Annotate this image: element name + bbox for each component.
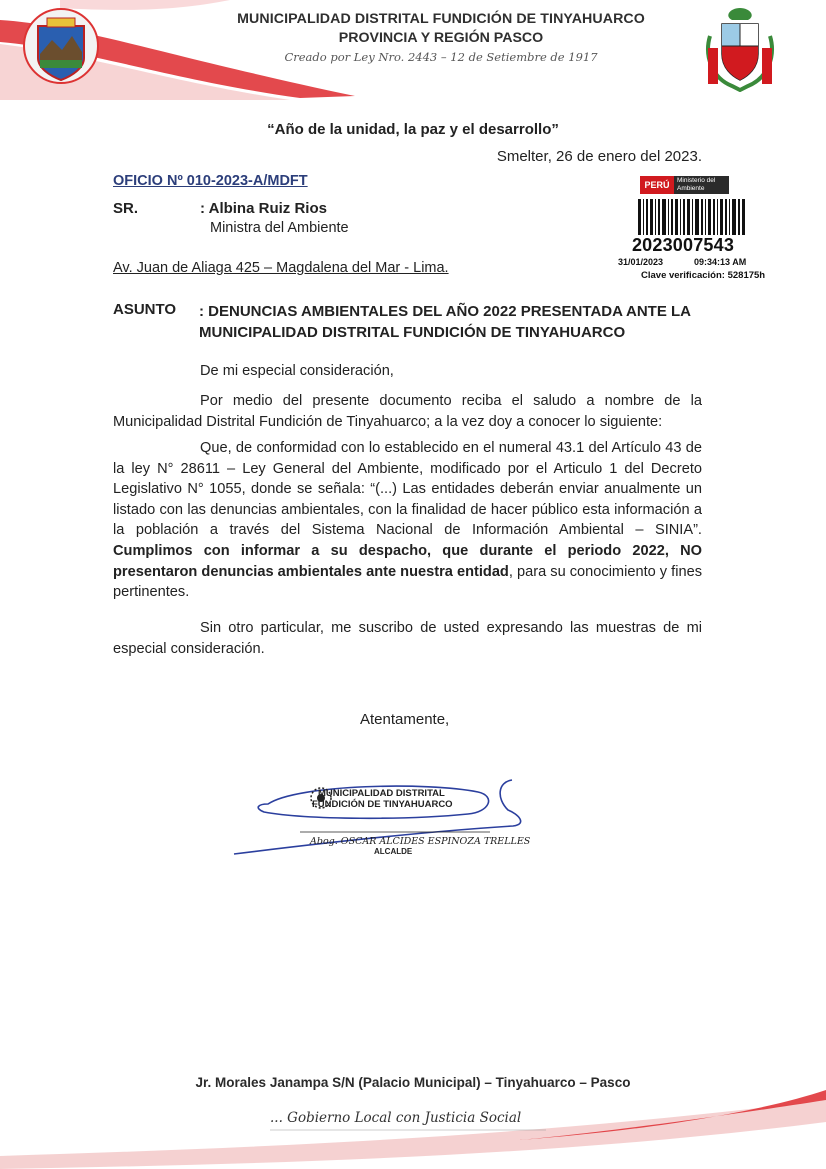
header-title: MUNICIPALIDAD DISTRITAL FUNDICIÓN DE TINYAHUARCO (237, 11, 645, 27)
stamp-time: 09:34:13 AM (694, 257, 747, 267)
recipient-name: : Albina Ruiz Rios (200, 200, 327, 217)
paragraph-3: Sin otro particular, me suscribo de usted expresando las muestras de mi especial consideración. (113, 620, 702, 657)
paragraph-1: Por medio del presente documento reciba el saludo a nombre de la Municipalidad Distrital Fundición de Tinyahuarco; a la vez doy a conocer lo siguiente: (113, 393, 702, 430)
header-creation-law: Creado por Ley Nro. 2443 – 12 de Setiembre de 1917 (284, 50, 598, 64)
seal-org-line-2: FUNDICIÓN DE TINYAHUARCO (312, 799, 453, 810)
recipient-label: SR. (113, 200, 139, 217)
paragraph-2-bold: Cumplimos con informar a su despacho, que durante el periodo 2022, NO presentaron denuncias ambientales ante nuestra entidad (113, 542, 702, 580)
municipal-logo (22, 6, 100, 86)
stamp-date: 31/01/2023 (618, 257, 664, 267)
document-number: OFICIO Nº 010-2023-A/MDFT (113, 173, 308, 189)
seal-org-line-1: MUNICIPALIDAD DISTRITAL (318, 788, 445, 799)
subject-label: ASUNTO (113, 301, 177, 318)
signer-role: ALCALDE (374, 847, 413, 856)
paragraph-2-end: , para su conocimiento y fines pertinentes. (113, 563, 703, 601)
stamp-ministry: Ministerio del Ambiente (674, 176, 729, 194)
year-motto: “Año de la unidad, la paz y el desarrollo” (267, 121, 559, 138)
signer-name: Abog. OSCAR ALCIDES ESPINOZA TRELLES (310, 836, 531, 847)
recipient-address: Av. Juan de Aliaga 425 – Magdalena del Mar - Lima. (113, 260, 449, 276)
closing: Atentamente, (360, 711, 450, 728)
peru-coat-of-arms-icon (700, 6, 780, 92)
header-subtitle: PROVINCIA Y REGIÓN PASCO (338, 30, 544, 46)
stamp-verification-key: Clave verificación: 528175h (641, 270, 766, 281)
stamp-registry-number: 2023007543 (631, 235, 735, 255)
footer-slogan: ... Gobierno Local con Justicia Social (270, 1110, 522, 1126)
stamp-country-flag: PERÚ (640, 176, 674, 194)
footer-swoosh (0, 1090, 826, 1169)
date-line: Smelter, 26 de enero del 2023. (496, 148, 702, 165)
greeting: De mi especial consideración, (200, 363, 394, 379)
stamp-barcode (638, 199, 746, 235)
paragraph-2 (113, 438, 702, 603)
paragraph-2-start: Que, de conformidad con lo establecido en el numeral 43.1 del Artículo 43 de la ley N° 28611 – Ley General del Ambiente, modificado por el Articulo 1 del Decreto Legislativo N° 1055, donde se señala: “(...) Las entidades deberán enviar anualmente un listado con las denuncias ambientales, con la finalidad de hacer público esta información a la población a través del Sistema Nacional de Información Ambiental – SINIA”. (113, 440, 702, 539)
footer-address: Jr. Morales Janampa S/N (Palacio Municipal) – Tinyahuarco – Pasco (195, 1075, 631, 1090)
subject-text: : DENUNCIAS AMBIENTALES DEL AÑO 2022 PRESENTADA ANTE LA MUNICIPALIDAD DISTRITAL FUNDICIÓN DE TINYAHUARCO (199, 303, 691, 341)
recipient-role: Ministra del Ambiente (210, 220, 349, 236)
